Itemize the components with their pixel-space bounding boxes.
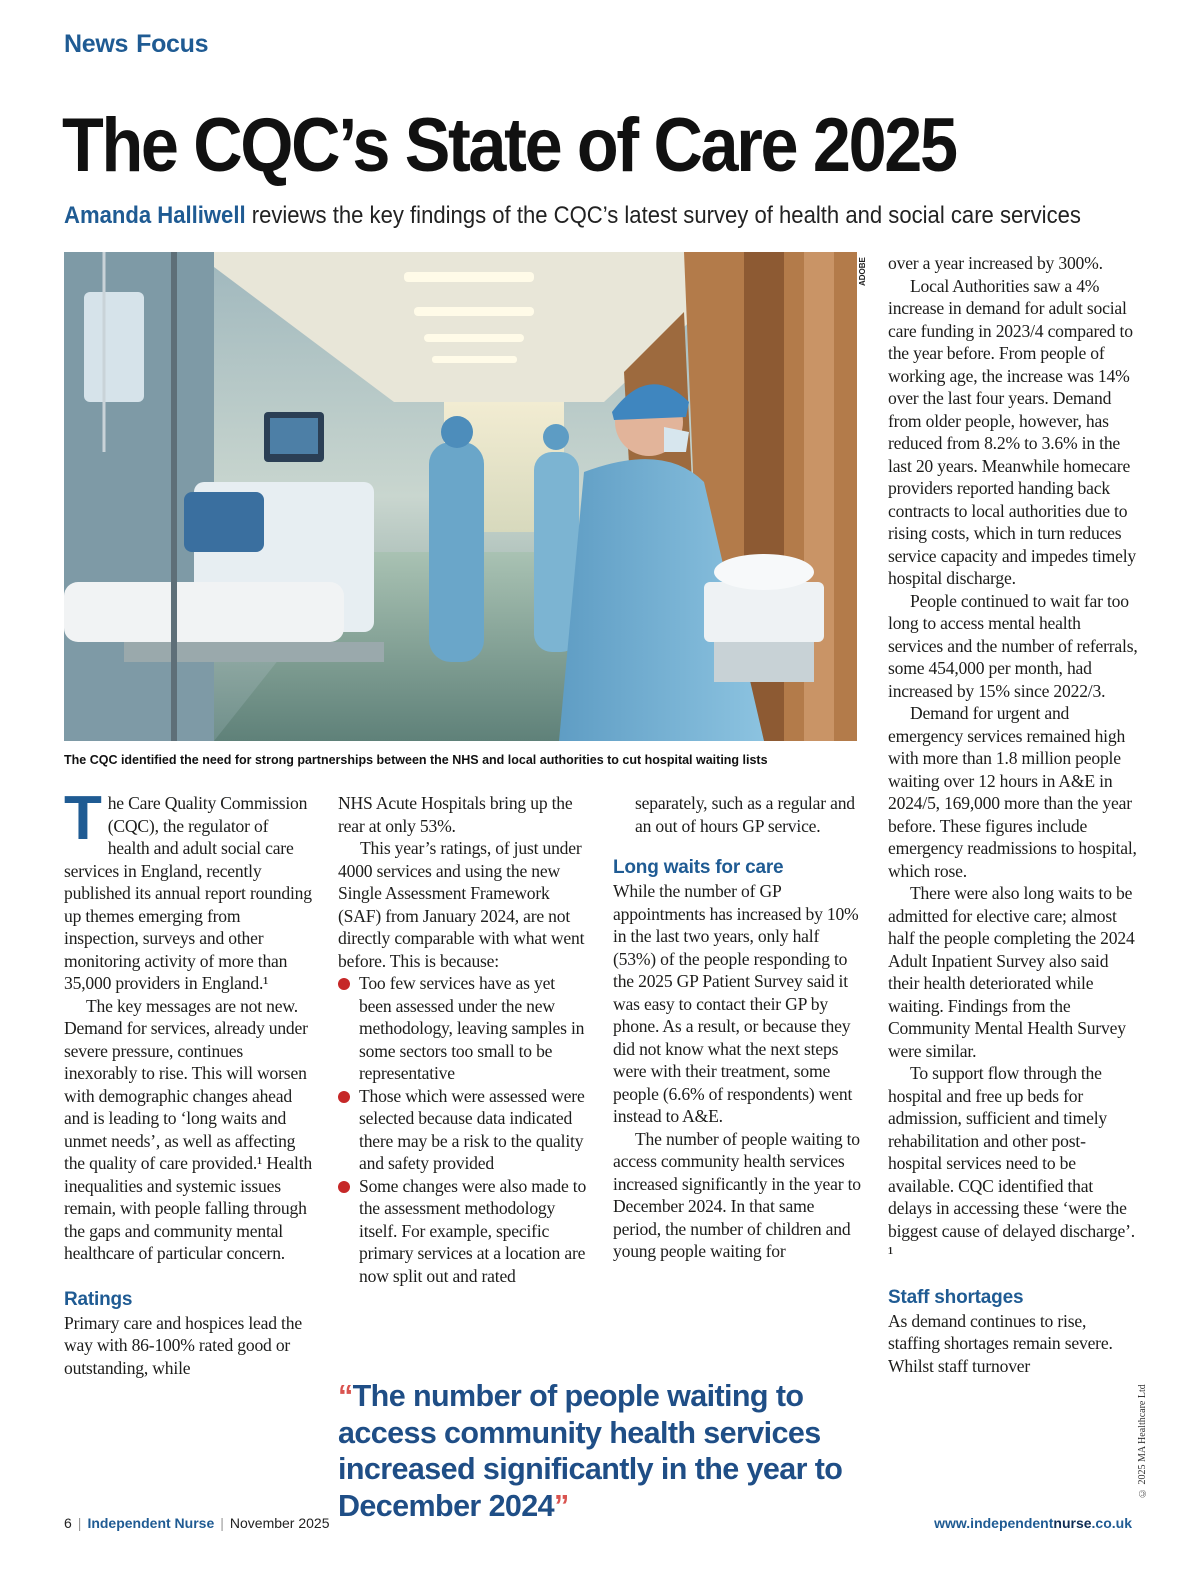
- bullet-item: Some changes were also made to the assessment methodology itself. For example, specific primary services at a location are now split out and rated: [338, 1175, 588, 1288]
- hospital-ward-photo: [64, 252, 857, 741]
- section-label-focus: Focus: [136, 30, 209, 58]
- col3-paragraph-3: The number of people waiting to access community health services increased significantly in the year to December 2024. In that same period, the number of children and young people waiting for: [613, 1128, 861, 1261]
- standfirst-text: reviews the key findings of the CQC’s latest survey of health and social care services: [245, 202, 1081, 229]
- close-quote-mark: ”: [554, 1488, 569, 1523]
- col2-paragraph-2: This year’s ratings, of just under 4000 services and using the new Single Assessment Framework (SAF) from January 2024, are not directly comparable with what went before. This is because:: [338, 838, 585, 971]
- col4-paragraph-4: Demand for urgent and emergency services remained high with more than 1.8 million people waiting over 12 hours in A&E in 2024/5, 169,000 more than the year before. These figures include emergency readmissions to hospital, which rose.: [888, 703, 1137, 881]
- page-number: 6: [64, 1515, 72, 1531]
- article-headline: The CQC’s State of Care 2025: [62, 103, 956, 188]
- magazine-name: Independent Nurse: [87, 1515, 215, 1531]
- column-2: [338, 792, 588, 1287]
- pull-quote: [338, 1378, 868, 1524]
- bullet-item: Those which were assessed were selected because data indicated there may be a risk to the quality and safety provided: [338, 1085, 588, 1175]
- subheading-ratings: Ratings: [64, 1288, 133, 1310]
- col1-paragraph-3: Primary care and hospices lead the way with 86-100% rated good or outstanding, while: [64, 1312, 302, 1378]
- col2-paragraph-1: NHS Acute Hospitals bring up the rear at only 53%.: [338, 793, 573, 836]
- column-3: [613, 792, 863, 1263]
- website-link[interactable]: www.independentnurse.co.uk: [934, 1515, 1132, 1531]
- footer-folio: [64, 1515, 330, 1531]
- issue-date: November 2025: [229, 1515, 330, 1531]
- bullet-dot-icon: [338, 1091, 350, 1103]
- footer-separator: |: [220, 1515, 224, 1531]
- col4-paragraph-2: Local Authorities saw a 4% increase in demand for adult social care funding in 2023/4 compared to the year before. From people of working age, the increase was 14% over the last four years. Demand from older people, however, has reduced from 8.2% to 3.6% in the last 20 years. Meanwhile homecare providers reported handing back contracts to local authorities due to rising costs, which in turn reduces service capacity and impedes timely hospital discharge.: [888, 275, 1137, 588]
- photo-caption: The CQC identified the need for strong partnerships between the NHS and local authorities to cut hospital waiting lists: [64, 753, 768, 767]
- bullet-dot-icon: [338, 1181, 350, 1193]
- pull-quote-text: The number of people waiting to access community health services increased significantly in the year to December 2024: [338, 1379, 843, 1523]
- col1-paragraph-2: The key messages are not new. Demand for services, already under severe pressure, continues inexorably to rise. This will worsen with demographic changes ahead and is leading to ‘long waits and unmet needs’, as well as affecting the quality of care provided.¹ Health inequalities and systemic issues remain, with people falling through the gaps and community mental healthcare of particular concern.: [64, 995, 313, 1263]
- section-label-news: News: [64, 30, 129, 58]
- col4-paragraph-3: People continued to wait far too long to access mental health services and the number of referrals, some 454,000 per month, had increased by 15% since 2022/3.: [888, 590, 1138, 701]
- col4-paragraph-1: over a year increased by 300%.: [888, 253, 1103, 273]
- col3-paragraph-2: While the number of GP appointments has increased by 10% in the last two years, only half (53%) of the people responding to the 2025 GP Patient Survey said it was easy to contact their GP by phone. As a result, or because they did not know what the next steps were with their treatment, some people (6.6% of respondents) went instead to A&E.: [613, 881, 859, 1126]
- photo-credit: ADOBE: [858, 257, 867, 286]
- author-name: Amanda Halliwell: [64, 202, 246, 229]
- col4-paragraph-5: There were also long waits to be admitted for elective care; almost half the people completing the 2024 Adult Inpatient Survey also said their health deteriorated while waiting. Findings from the Community Mental Health Survey were similar.: [888, 883, 1135, 1061]
- subheading-long-waits: Long waits for care: [613, 857, 784, 878]
- col3-paragraph-1: separately, such as a regular and an out of hours GP service.: [635, 793, 855, 836]
- col4-paragraph-6: To support flow through the hospital and free up beds for admission, sufficient and timely rehabilitation and other post-hospital services need to be available. CQC identified that delays in accessing these ‘were the biggest cause of delayed discharge’. ¹: [888, 1063, 1135, 1263]
- col1-paragraph-1: he Care Quality Commission (CQC), the regulator of health and adult social care services in England, recently published its annual report rounding up themes emerging from inspection, surveys and other monitoring activity of more than 35,000 providers in England.¹: [64, 793, 312, 993]
- column-1: [64, 784, 314, 1379]
- col4-paragraph-7: As demand continues to rise, staffing shortages remain severe. Whilst staff turnover: [888, 1310, 1113, 1376]
- standfirst: [64, 200, 1104, 232]
- bullet-list: [338, 972, 588, 1287]
- subheading-staff-shortages: Staff shortages: [888, 1286, 1024, 1308]
- open-quote-mark: “: [338, 1379, 353, 1413]
- column-4: [888, 252, 1138, 1377]
- section-tag: [64, 30, 216, 59]
- drop-cap: T: [64, 784, 102, 853]
- footer-separator: |: [77, 1515, 82, 1531]
- bullet-dot-icon: [338, 978, 350, 990]
- bullet-item: Too few services have as yet been assessed under the new methodology, leaving samples in some sectors too small to be representative: [338, 972, 588, 1085]
- copyright-notice: © 2025 MA Healthcare Ltd: [1137, 1384, 1148, 1498]
